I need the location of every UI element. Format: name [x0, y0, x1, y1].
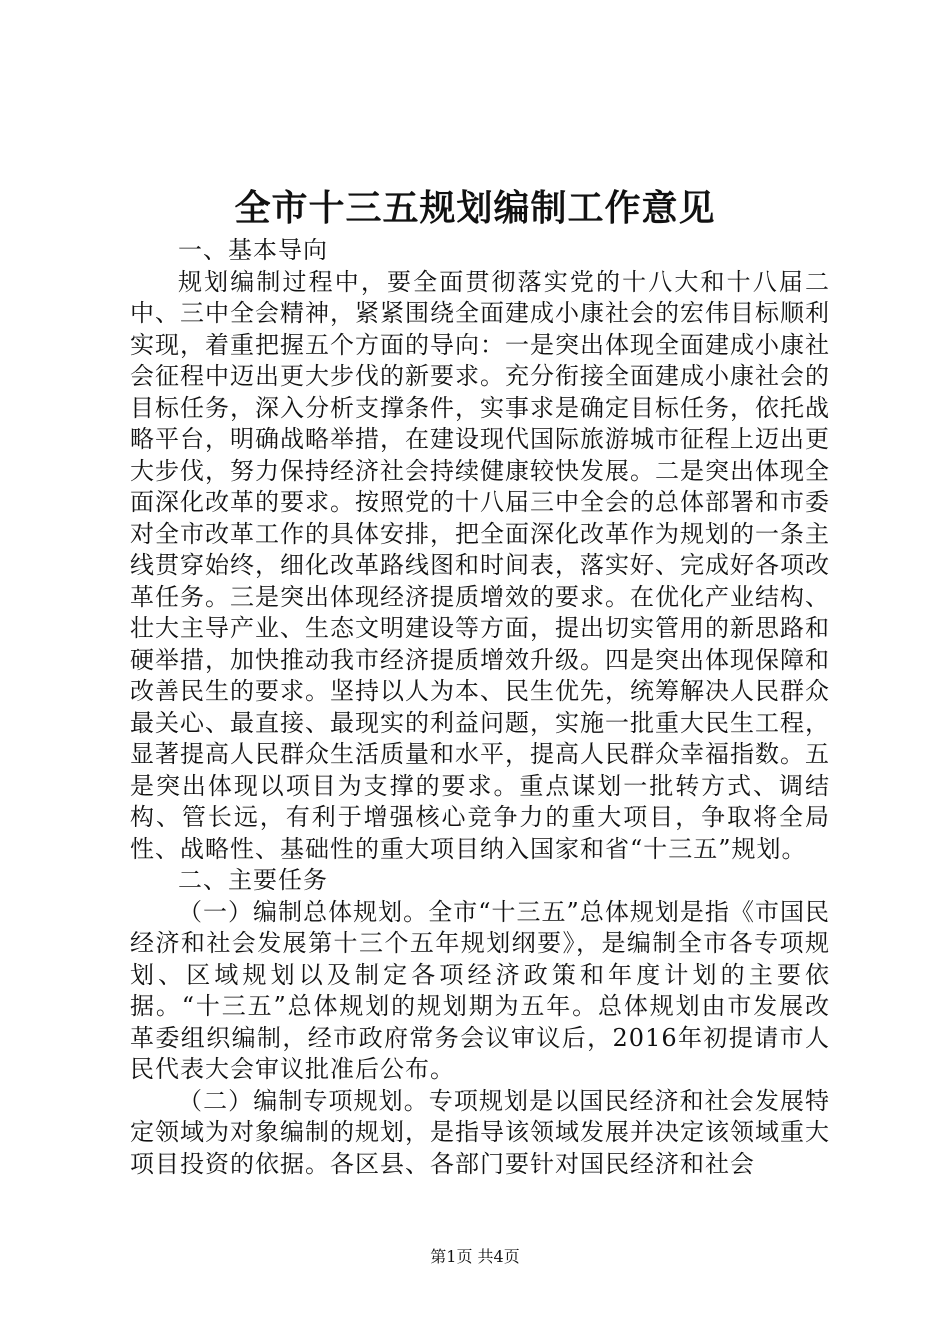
- paragraph-special-plan: （二）编制专项规划。专项规划是以国民经济和社会发展特定领域为对象编制的规划，是指导该领域发展并决定该领域重大项目投资的依据。各区县、各部门要针对国民经济和社会: [130, 1086, 830, 1178]
- page-title: 全市十三五规划编制工作意见: [234, 188, 716, 229]
- paragraph-basic-orientation: 规划编制过程中，要全面贯彻落实党的十八大和十八届二中、三中全会精神，紧紧围绕全面建成小康社会的宏伟目标顺利实现，着重把握五个方面的导向：一是突出体现全面建成小康社会征程中迈出更大步伐的新要求。充分衔接全面建成小康社会的目标任务，深入分析支撑条件，实事求是确定目标任务，依托战略平台，明确战略举措，在建设现代国际旅游城市征程上迈出更大步伐，努力保持经济社会持续健康较快发展。二是突出体现全面深化改革的要求。按照党的十八届三中全会的总体部署和市委对全市改革工作的具体安排，把全面深化改革作为规划的一条主线贯穿始终，细化改革路线图和时间表，落实好、完成好各项改革任务。三是突出体现经济提质增效的要求。在优化产业结构、壮大主导产业、生态文明建设等方面，提出切实管用的新思路和硬举措，加快推动我市经济提质增效升级。四是突出体现保障和改善民生的要求。坚持以人为本、民生优先，统筹解决人民群众最关心、最直接、最现实的利益问题，实施一批重大民生工程，显著提高人民群众生活质量和水平，提高人民群众幸福指数。五是突出体现以项目为支撑的要求。重点谋划一批转方式、调结构、管长远，有利于增强核心竞争力的重大项目，争取将全局性、战略性、基础性的重大项目纳入国家和省“十三五”规划。: [130, 267, 830, 863]
- paragraph-overall-plan: （一）编制总体规划。全市“十三五”总体规划是指《市国民经济和社会发展第十三个五年规划纲要》，是编制全市各专项规划、区域规划以及制定各项经济政策和年度计划的主要依据。“十三五”总体规划的规划期为五年。总体规划由市发展改革委组织编制，经市政府常务会议审议后，2016年初提请市人民代表大会审议批准后公布。: [130, 897, 830, 1083]
- section-heading-main-tasks: 二、主要任务: [178, 866, 328, 894]
- section-heading-basic-orientation: 一、基本导向: [178, 236, 328, 264]
- document-body: [130, 235, 830, 1180]
- page-footer: 第1页 共4页: [430, 1247, 520, 1266]
